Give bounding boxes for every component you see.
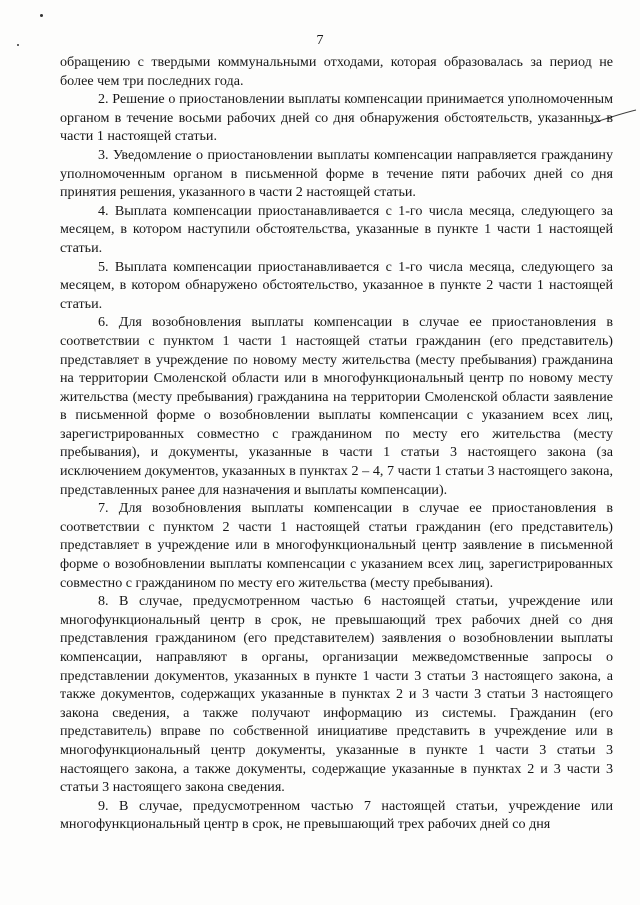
paragraph-5: 5. Выплата компенсации приостанавливается с 1-го числа месяца, следующего за месяцем, в котором обнаружено обстоятельство, указанное в пункте 2 части 1 настоящей статьи. <box>60 258 613 312</box>
paragraph-9: 9. В случае, предусмотренном частью 7 настоящей статьи, учреждение или многофункциональный центр в срок, не превышающий трех рабочих дней со дня <box>60 797 613 833</box>
document-body <box>60 53 613 834</box>
paragraph-8: 8. В случае, предусмотренном частью 6 настоящей статьи, учреждение или многофункциональный центр в срок, не превышающий трех рабочих дней со дня представления гражданином (его представителем) заявления о возобновлении выплаты компенсации, направляют в органы, организации межведомственные запросы о представлении документов, указанных в пункте 1 части 3 статьи 3 настоящего закона, а также документов, содержащих указанные в пунктах 2 и 3 части 3 статьи 3 настоящего закона сведения, а также получают информацию из системы. Гражданин (его представитель) вправе по собственной инициативе представить в учреждение или в многофункциональный центр документы, указанные в пункте 1 части 3 статьи 3 настоящего закона, а также документы, содержащие указанные в пунктах 2 и 3 части 3 статьи 3 настоящего закона сведения. <box>60 593 613 796</box>
paragraph-4: 4. Выплата компенсации приостанавливается с 1-го числа месяца, следующего за месяцем, в котором наступили обстоятельства, указанные в пункте 1 части 1 настоящей статьи. <box>60 202 613 256</box>
scan-speck-mark <box>40 14 43 17</box>
paragraph-3: 3. Уведомление о приостановлении выплаты компенсации направляется гражданину уполномоченным органом в письменной форме в течение пяти рабочих дней со дня принятия решения, указанного в части 2 настоящей статьи. <box>60 146 613 201</box>
paragraph-2: 2. Решение о приостановлении выплаты компенсации принимается уполномоченным органом в течение восьми рабочих дней со дня обнаружения обстоятельств, указанных в части 1 настоящей статьи. <box>60 91 613 145</box>
page-number: 7 <box>316 33 324 48</box>
paragraph-7: 7. Для возобновления выплаты компенсации в случае ее приостановления в соответствии с пунктом 2 части 1 настоящей статьи гражданин (его представитель) представляет в учреждение или в многофункциональный центр заявление в письменной форме о возобновлении выплаты компенсации с указанием всех лиц, зарегистрированных совместно с гражданином по месту его жительства (месту пребывания). <box>60 500 613 591</box>
paragraph-6: 6. Для возобновления выплаты компенсации в случае ее приостановления в соответствии с пунктом 1 части 1 настоящей статьи гражданин (его представитель) представляет в учреждение по новому месту жительства (месту пребывания) гражданина на территории Смоленской области или в многофункциональный центр по новому месту жительства (месту пребывания) гражданина на территории Смоленской области заявление в письменной форме о возобновлении выплаты компенсации с указанием всех лиц, зарегистрированных совместно с гражданином по месту его жительства (месту пребывания), и документы, указанные в части 1 статьи 3 настоящего закона (за исключением документов, указанных в пунктах 2 – 4, 7 части 1 статьи 3 настоящего закона, представленных ранее для назначения и выплаты компенсации). <box>60 314 613 498</box>
paragraph-continuation: обращению с твердыми коммунальными отходами, которая образовалась за период не более чем три последних года. <box>60 54 613 89</box>
